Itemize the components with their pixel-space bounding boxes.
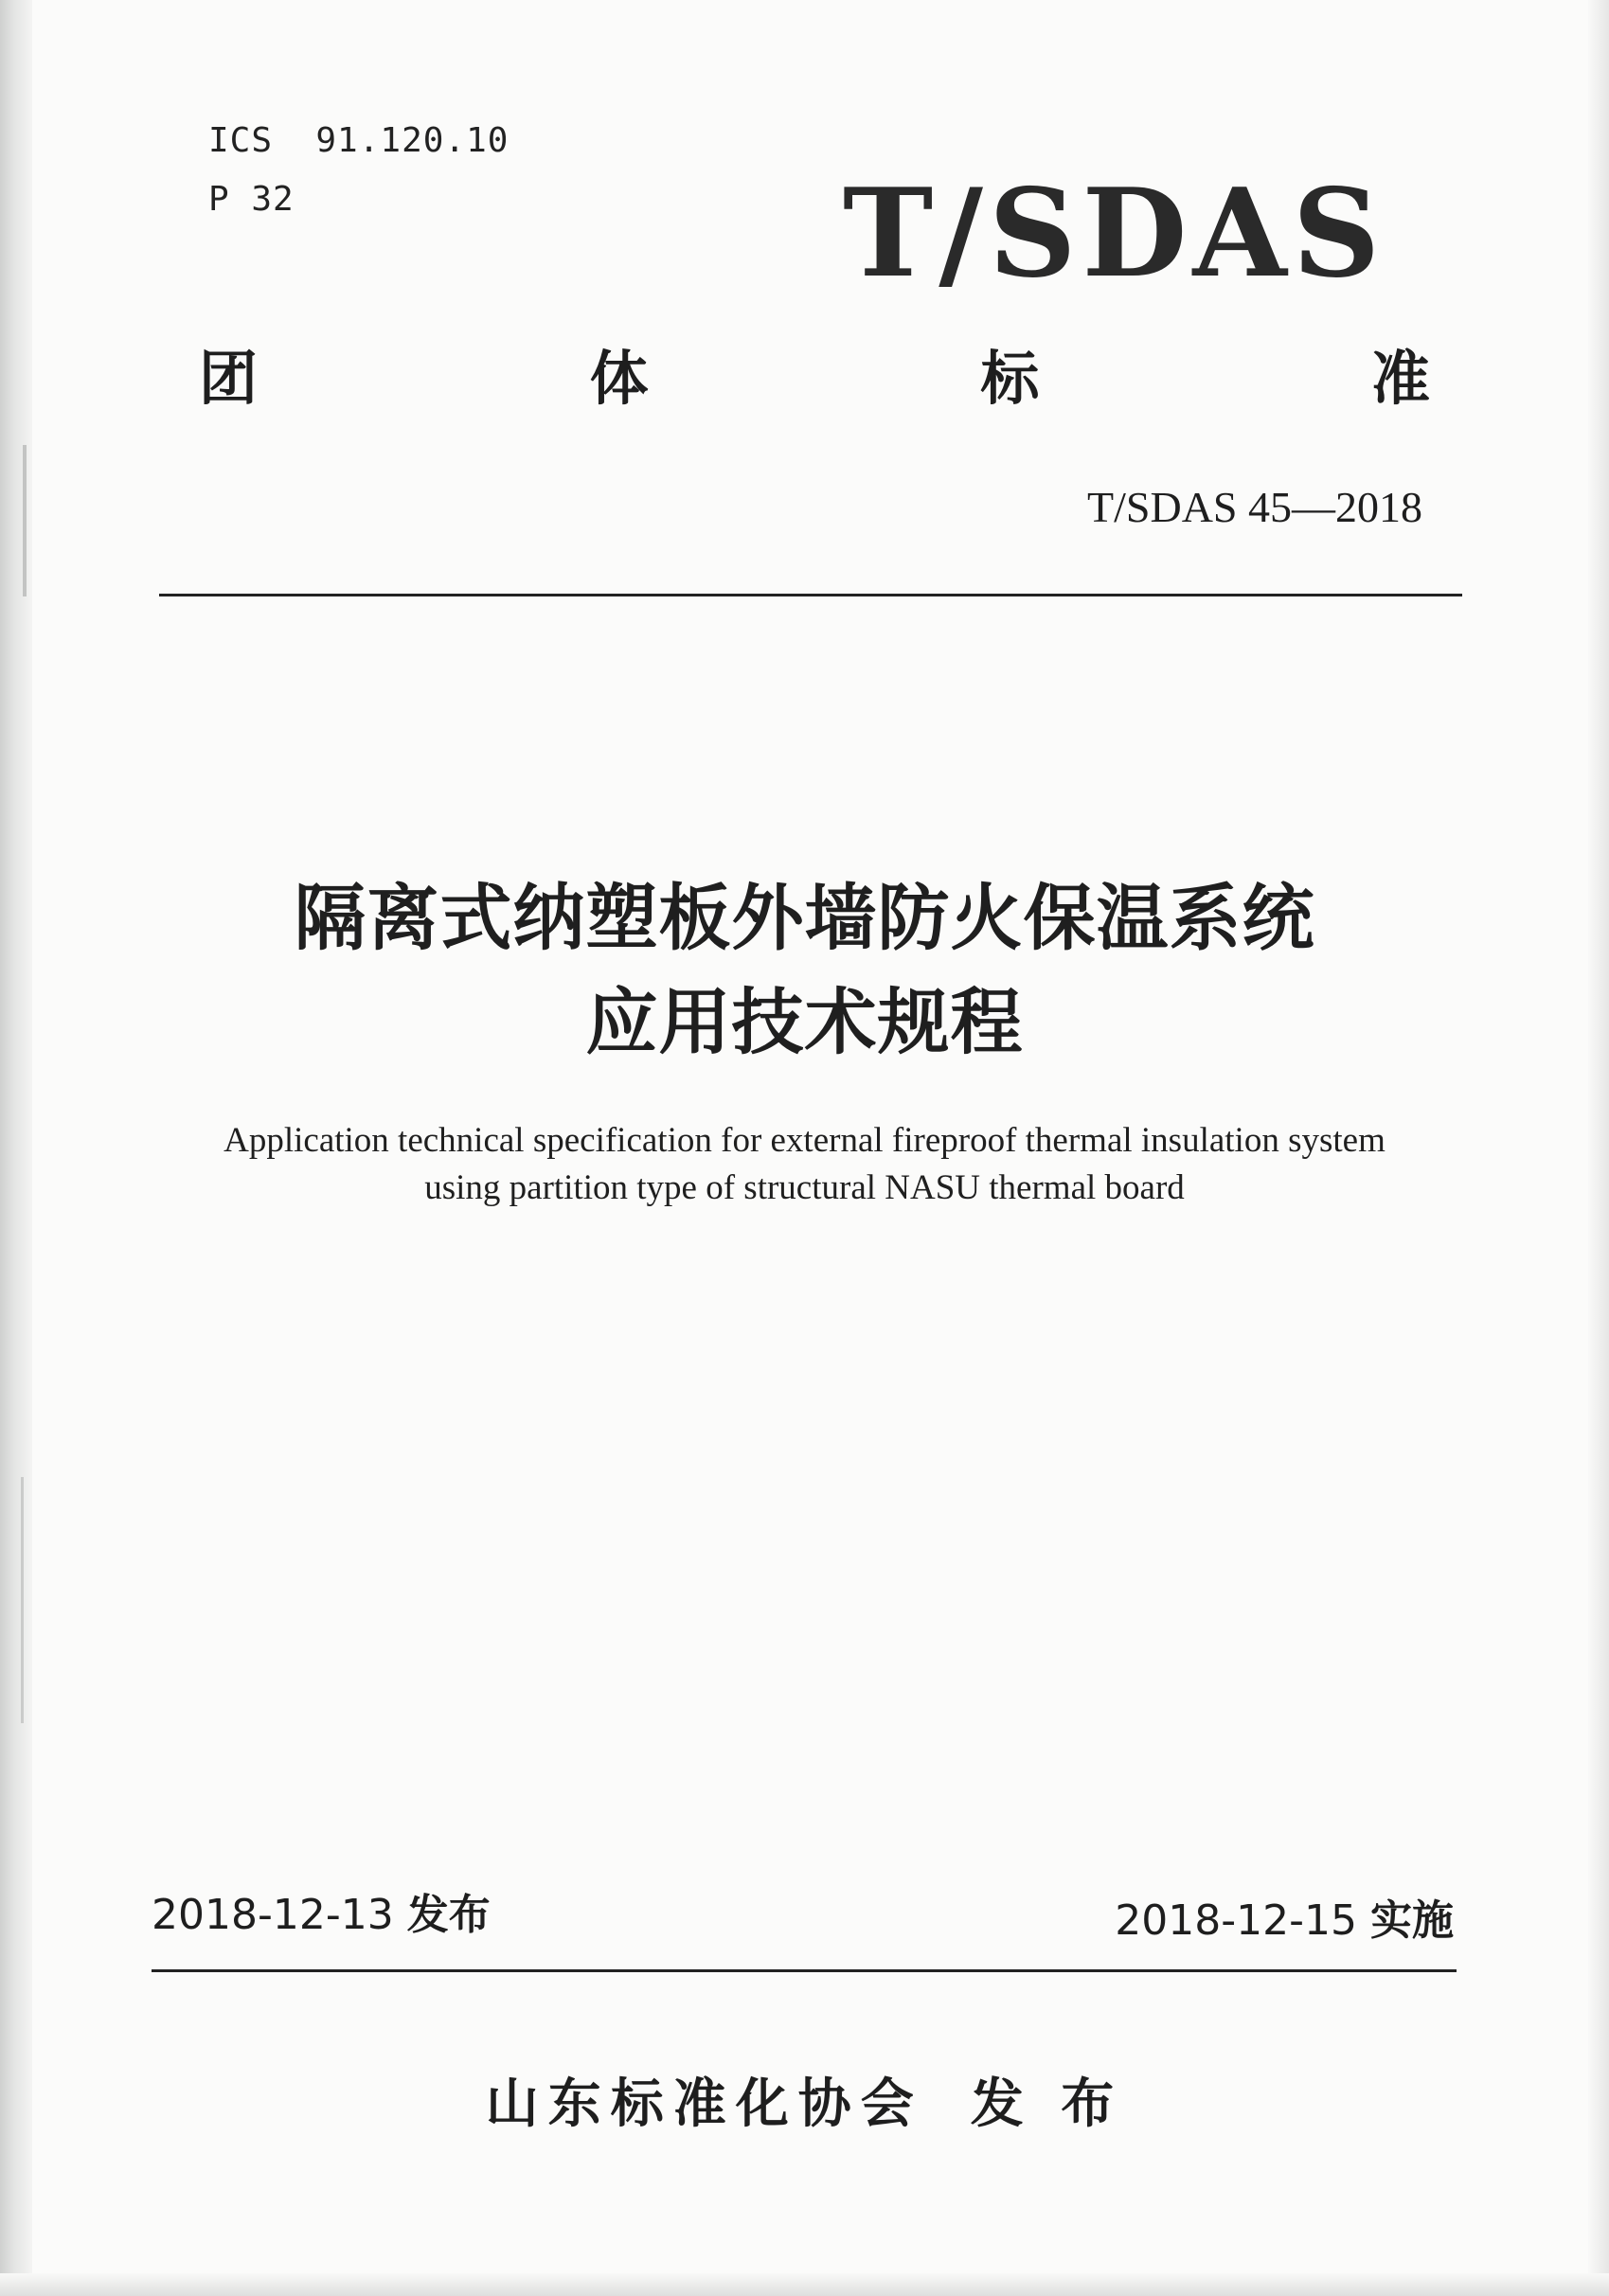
impl-date-value: 2018-12-15	[1115, 1896, 1357, 1945]
ics-code: ICS 91.120.10	[208, 121, 510, 160]
header-divider	[159, 594, 1462, 596]
doc-type-char: 团	[199, 344, 259, 413]
issue-date-value: 2018-12-13	[152, 1891, 394, 1939]
english-title-line: Application technical specification for external fireproof thermal insulation system	[223, 1121, 1386, 1160]
implementation-date	[1115, 1893, 1454, 1949]
doc-type-char: 准	[1370, 344, 1430, 413]
issue-date	[152, 1887, 491, 1944]
publisher-line	[0, 2072, 1609, 2138]
chinese-title-line: 隔离式纳塑板外墙防火保温系统	[294, 876, 1315, 960]
standard-logo: T/SDAS	[843, 163, 1386, 305]
english-title	[0, 1117, 1609, 1212]
chinese-title-line: 应用技术规程	[585, 980, 1024, 1064]
doc-type-char: 体	[589, 344, 649, 413]
english-title-line: using partition type of structural NASU thermal board	[424, 1168, 1185, 1207]
ccs-code: P 32	[208, 180, 295, 219]
document-type	[199, 341, 1430, 417]
classification-codes	[208, 112, 509, 229]
doc-type-char: 标	[980, 344, 1040, 413]
chinese-title	[0, 866, 1609, 1075]
issue-label: 发布	[406, 1891, 491, 1939]
scan-edge-mark	[23, 445, 27, 596]
impl-label: 实施	[1370, 1896, 1454, 1945]
scan-edge-mark	[21, 1477, 24, 1723]
scan-bottom-edge	[0, 2273, 1609, 2296]
publisher-name: 山东标准化协会	[485, 2074, 923, 2135]
footer-divider	[152, 1969, 1457, 1972]
publish-label: 发 布	[970, 2074, 1124, 2135]
standard-number: T/SDAS 45—2018	[1087, 483, 1422, 531]
